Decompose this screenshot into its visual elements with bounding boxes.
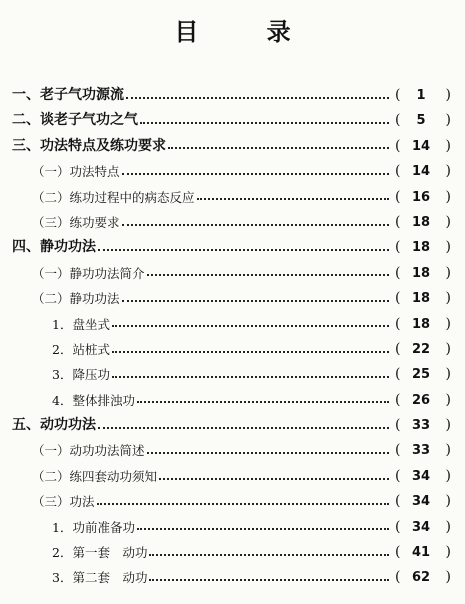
- toc-page-ref: [393, 438, 451, 463]
- dot-leader: [147, 452, 389, 454]
- page-number: 18: [411, 240, 431, 256]
- toc-entry: [0, 108, 465, 133]
- toc-entry-title: （一）静功功法简介: [32, 265, 145, 281]
- toc-entry-label: [32, 464, 393, 489]
- toc-page-ref: [393, 235, 451, 260]
- toc-entry-label: [32, 159, 393, 184]
- page-number: 18: [411, 214, 431, 230]
- dot-leader: [140, 122, 389, 124]
- toc-entry: [0, 312, 465, 337]
- toc-entry-title: 一、老子气功源流: [12, 87, 124, 103]
- toc-entry-label: [12, 134, 393, 159]
- toc-entry-title: 2．站桩式: [52, 341, 110, 357]
- dot-leader: [147, 274, 389, 276]
- open-paren: (: [395, 188, 401, 205]
- open-paren: (: [395, 213, 401, 230]
- page-number: 22: [411, 341, 431, 357]
- close-paren: ): [445, 366, 451, 383]
- toc-page-ref: [393, 489, 451, 514]
- toc-entry: [0, 464, 465, 489]
- toc-entry: [0, 489, 465, 514]
- close-paren: ): [445, 290, 451, 307]
- page-number: 16: [411, 189, 431, 205]
- open-paren: (: [395, 442, 401, 459]
- toc-entry: [0, 185, 465, 210]
- toc-entry: [0, 83, 465, 108]
- open-paren: (: [395, 112, 401, 129]
- open-paren: (: [395, 290, 401, 307]
- toc-entry-label: [12, 413, 393, 438]
- open-paren: (: [395, 467, 401, 484]
- toc-page-ref: [393, 261, 451, 286]
- toc-page-ref: [393, 464, 451, 489]
- toc-entry-title: 3．第二套 动功: [52, 570, 148, 586]
- dot-leader: [122, 300, 389, 302]
- toc-entry-title: 4．整体排浊功: [52, 392, 135, 408]
- toc-entry-title: 1．功前准备功: [52, 519, 135, 535]
- toc-page-ref: [393, 185, 451, 210]
- open-paren: (: [395, 163, 401, 180]
- toc-entry-label: [32, 185, 393, 210]
- toc-entry: [0, 210, 465, 235]
- close-paren: ): [445, 340, 451, 357]
- toc-entry-label: [32, 438, 393, 463]
- page-number: 41: [411, 545, 431, 561]
- toc-entry-label: [12, 235, 393, 260]
- toc-entry: [0, 362, 465, 387]
- dot-leader: [98, 427, 389, 429]
- page-number: 33: [411, 443, 431, 459]
- toc-entry-title: （二）静功功法: [32, 291, 120, 307]
- toc-page-ref: [393, 362, 451, 387]
- dot-leader: [126, 97, 389, 99]
- toc-entry-title: （一）功法特点: [32, 164, 120, 180]
- dot-leader: [149, 579, 389, 581]
- toc-entry: [0, 159, 465, 184]
- page-number: 18: [411, 291, 431, 307]
- dot-leader: [149, 554, 389, 556]
- open-paren: (: [395, 518, 401, 535]
- toc-entry-label: [32, 261, 393, 286]
- close-paren: ): [445, 264, 451, 281]
- toc-page-ref: [393, 108, 451, 133]
- toc-entry-title: （二）练四套动功须知: [32, 468, 158, 484]
- close-paren: ): [445, 87, 451, 103]
- toc-entry-label: [32, 286, 393, 311]
- page-number: 18: [411, 316, 431, 332]
- dot-leader: [122, 173, 389, 175]
- page-number: 62: [411, 570, 431, 586]
- toc-entry: [0, 413, 465, 438]
- toc-page-ref: [393, 565, 451, 590]
- close-paren: ): [445, 467, 451, 484]
- toc-entry: [0, 388, 465, 413]
- dot-leader: [137, 401, 389, 403]
- page-number: 1: [416, 88, 426, 103]
- toc-entry-label: [52, 515, 393, 540]
- toc-entry: [0, 337, 465, 362]
- page-number: 14: [411, 164, 431, 180]
- toc-entry: [0, 540, 465, 565]
- toc-page-ref: [393, 159, 451, 184]
- open-paren: (: [395, 137, 401, 154]
- dot-leader: [122, 224, 389, 226]
- dot-leader: [97, 503, 389, 505]
- dot-leader: [112, 351, 389, 353]
- close-paren: ): [445, 518, 451, 535]
- dot-leader: [98, 249, 389, 251]
- page-number: 18: [411, 265, 431, 281]
- toc-entry: [0, 235, 465, 260]
- toc-entry: [0, 261, 465, 286]
- toc-entry-title: 五、动功功法: [12, 417, 96, 434]
- close-paren: ): [445, 417, 451, 434]
- dot-leader: [112, 376, 389, 378]
- open-paren: (: [395, 340, 401, 357]
- toc-entry-label: [52, 388, 393, 413]
- close-paren: ): [445, 239, 451, 256]
- toc-entry-label: [52, 312, 393, 337]
- close-paren: ): [445, 569, 451, 586]
- open-paren: (: [395, 544, 401, 561]
- toc-entry-title: 四、静功功法: [12, 239, 96, 256]
- dot-leader: [197, 198, 389, 200]
- open-paren: (: [395, 417, 401, 434]
- dot-leader: [137, 528, 389, 530]
- close-paren: ): [445, 391, 451, 408]
- toc-entry-title: （二）练功过程中的病态反应: [32, 189, 195, 205]
- close-paren: ): [445, 188, 451, 205]
- page-number: 33: [411, 418, 431, 434]
- toc-page-ref: [393, 413, 451, 438]
- open-paren: (: [395, 569, 401, 586]
- open-paren: (: [395, 315, 401, 332]
- toc-page-ref: [393, 388, 451, 413]
- toc-entry: [0, 286, 465, 311]
- open-paren: (: [395, 264, 401, 281]
- page-number: 14: [411, 138, 431, 154]
- toc-entry: [0, 438, 465, 463]
- close-paren: ): [445, 315, 451, 332]
- open-paren: (: [395, 87, 401, 103]
- toc-page-ref: [393, 515, 451, 540]
- toc-entry-title: 2．第一套 动功: [52, 545, 148, 561]
- page-number: 5: [416, 113, 426, 129]
- page-number: 26: [411, 392, 431, 408]
- toc-page-ref: [393, 134, 451, 159]
- dot-leader: [112, 325, 389, 327]
- toc-entry-title: （一）动功功法简述: [32, 443, 145, 459]
- toc-page-ref: [393, 83, 451, 108]
- page-title: 目 录: [174, 18, 321, 46]
- open-paren: (: [395, 391, 401, 408]
- page-number: 34: [411, 519, 431, 535]
- close-paren: ): [445, 544, 451, 561]
- table-of-contents: [0, 83, 465, 591]
- toc-page-ref: [393, 540, 451, 565]
- close-paren: ): [445, 493, 451, 510]
- open-paren: (: [395, 239, 401, 256]
- toc-page-ref: [393, 210, 451, 235]
- page-number: 25: [411, 367, 431, 383]
- toc-entry-label: [12, 83, 393, 108]
- toc-entry-label: [52, 362, 393, 387]
- toc-entry-label: [52, 337, 393, 362]
- close-paren: ): [445, 112, 451, 129]
- page-number: 34: [411, 494, 431, 510]
- close-paren: ): [445, 163, 451, 180]
- dot-leader: [159, 478, 389, 480]
- toc-entry-label: [32, 489, 393, 514]
- open-paren: (: [395, 493, 401, 510]
- toc-entry-label: [52, 565, 393, 590]
- toc-entry-title: 3．降压功: [52, 367, 110, 383]
- close-paren: ): [445, 137, 451, 154]
- toc-entry-label: [32, 210, 393, 235]
- toc-entry: [0, 565, 465, 590]
- toc-entry-title: （三）功法: [32, 494, 95, 510]
- close-paren: ): [445, 442, 451, 459]
- dot-leader: [168, 147, 389, 149]
- toc-entry-title: 二、谈老子气功之气: [12, 112, 138, 129]
- toc-entry-label: [12, 108, 393, 133]
- toc-page-ref: [393, 337, 451, 362]
- toc-page-ref: [393, 312, 451, 337]
- page-number: 34: [411, 468, 431, 484]
- toc-entry-title: 1．盘坐式: [52, 316, 110, 332]
- close-paren: ): [445, 213, 451, 230]
- toc-entry-label: [52, 540, 393, 565]
- toc-entry-title: 三、功法特点及练功要求: [12, 137, 166, 154]
- toc-page-ref: [393, 286, 451, 311]
- toc-entry: [0, 515, 465, 540]
- toc-entry-title: （三）练功要求: [32, 214, 120, 230]
- open-paren: (: [395, 366, 401, 383]
- toc-entry: [0, 134, 465, 159]
